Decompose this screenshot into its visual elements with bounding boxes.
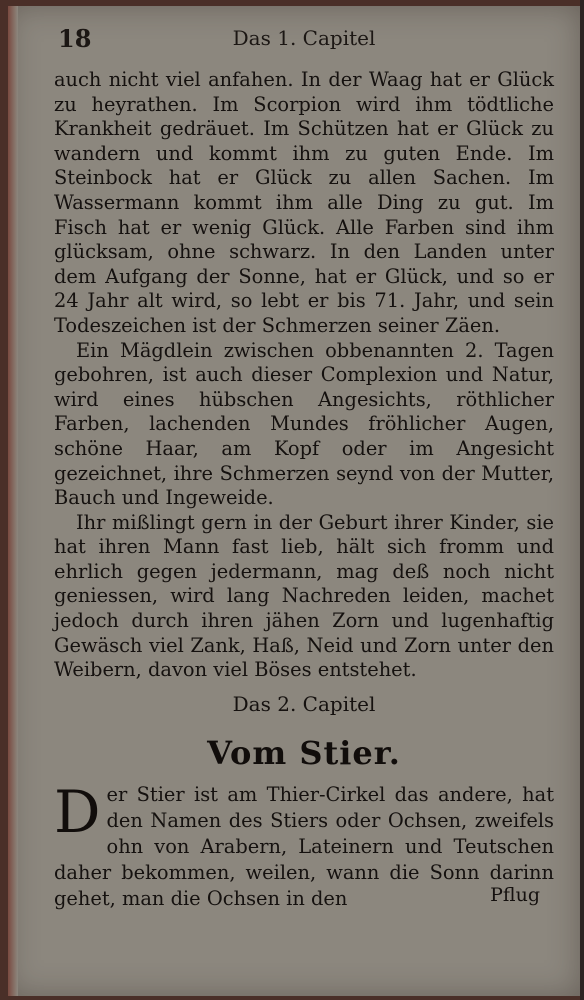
page-number: 18 bbox=[58, 24, 92, 53]
paragraph-1: auch nicht viel anfahen. In der Waag hat er Glück zu heyrathen. Im Scorpion wird ihm tödtliche Krankheit gedräuet. Im Schützen hat er Glück zu wandern und kommt ihm zu guten Ende. Im Steinbock hat er Glück zu allen Sachen. Im Wassermann kommt ihm alle Ding zu gut. Im Fisch hat er wenig Glück. Alle Farben sind ihm glücksam, ohne schwarz. In den Landen unter dem Aufgang der Sonne, hat er Glück, und so er 24 Jahr alt wird, so lebt er bis 71. Jahr, und sein Todeszeichen ist der Schmerzen seiner Zäen. bbox=[54, 68, 554, 337]
paragraph-2: Ein Mägdlein zwischen obbenannten 2. Tagen gebohren, ist auch dieser Complexion und Natur, wird eines hübschen Angesichts, röthlicher Farben, lachenden Mundes fröhlicher Augen, schöne Haar, am Kopf oder im Angesicht gezeichnet, ihre Schmerzen seynd von der Mutter, Bauch und Ingeweide. bbox=[54, 338, 554, 510]
running-head bbox=[44, 20, 564, 54]
chapter-2-text: er Stier ist am Thier-Cirkel das andere, hat den Namen des Stiers oder Ochsen, zweifels ohn von Arabern, Lateinern und Teutschen daher bekommen, weilen, wann die Sonn darinn gehet, man die Ochsen in den bbox=[54, 783, 554, 910]
drop-cap: D bbox=[54, 778, 101, 846]
catchword: Pflug bbox=[490, 884, 540, 906]
paragraph-3: Ihr mißlingt gern in der Geburt ihrer Kinder, sie hat ihren Mann fast lieb, hält sich fromm und ehrlich gegen jedermann, mag deß noch nicht geniessen, wird lang Nachreden leiden, machet jedoch durch ihren jähen Zorn und lugenhaftig Gewäsch viel Zank, Haß, Neid und Zorn unter den Weibern, davon viel Böses entstehet. bbox=[54, 510, 554, 682]
running-title: Das 1. Capitel bbox=[232, 26, 376, 50]
chapter-1-body bbox=[54, 68, 554, 683]
chapter-2-body bbox=[54, 778, 554, 912]
chapter-title: Vom Stier. bbox=[207, 734, 401, 772]
chapter-heading: Das 2. Capitel bbox=[232, 692, 376, 716]
page-edge bbox=[580, 0, 584, 1000]
book-page bbox=[8, 6, 580, 996]
